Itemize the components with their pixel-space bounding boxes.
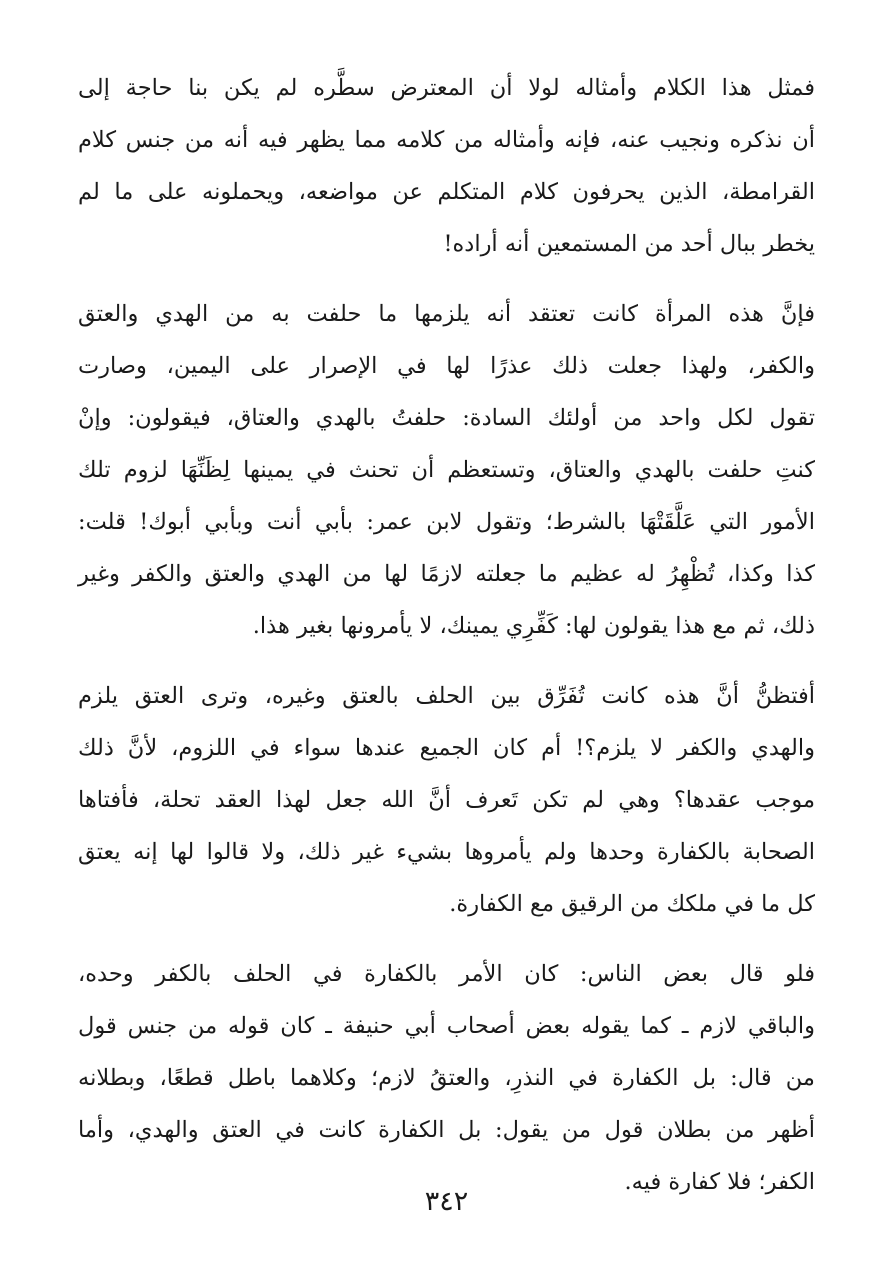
text-line: موجب عقدها؟ وهي لم تكن تَعرف أنَّ الله جعل لهذا العقد تحلة، فأفتاها xyxy=(78,787,815,813)
text-line: الصحابة بالكفارة وحدها ولم يأمروها بشيء غير ذلك، ولا قالوا لها إنه يعتق xyxy=(78,839,815,865)
paragraph-2 xyxy=(78,288,815,652)
text-line: الأمور التي عَلَّقَتْهَا بالشرط؛ وتقول لابن عمر: بأبي أنت وبأبي أبوك! قلت: xyxy=(78,509,815,535)
text-line: كذا وكذا، تُظْهِرُ له عظيم ما جعلته لازمًا لها من الهدي والعتق والكفر وغير xyxy=(78,561,815,587)
page-number: ٣٤٢ xyxy=(424,1186,469,1217)
text-line: أن نذكره ونجيب عنه، فإنه وأمثاله من كلامه مما يظهر فيه أنه من جنس كلام xyxy=(78,127,815,153)
paragraph-3 xyxy=(78,670,815,930)
text-line: القرامطة، الذين يحرفون كلام المتكلم عن مواضعه، ويحملونه على ما لم xyxy=(78,179,815,205)
text-line: والهدي والكفر لا يلزم؟! أم كان الجميع عندها سواء في اللزوم، لأنَّ ذلك xyxy=(78,735,815,761)
text-line: والباقي لازم ـ كما يقوله بعض أصحاب أبي حنيفة ـ كان قوله من جنس قول xyxy=(78,1013,815,1039)
text-line: فإنَّ هذه المرأة كانت تعتقد أنه يلزمها ما حلفت به من الهدي والعتق xyxy=(78,301,815,327)
text-line: كل ما في ملكك من الرقيق مع الكفارة. xyxy=(449,891,815,917)
paragraph-1 xyxy=(78,62,815,270)
text-line: تقول لكل واحد من أولئك السادة: حلفتُ بالهدي والعتاق، فيقولون: وإنْ xyxy=(78,405,815,431)
text-line: ذلك، ثم مع هذا يقولون لها: كَفِّرِي يمينك، لا يأمرونها بغير هذا. xyxy=(252,613,815,639)
text-line: أظهر من بطلان قول من يقول: بل الكفارة كانت في العتق والهدي، وأما xyxy=(78,1117,815,1143)
text-line: يخطر ببال أحد من المستمعين أنه أراده! xyxy=(443,231,815,257)
text-line: والكفر، ولهذا جعلت ذلك عذرًا لها في الإصرار على اليمين، وصارت xyxy=(78,353,815,379)
text-line: الكفر؛ فلا كفارة فيه. xyxy=(624,1169,815,1195)
text-line: فمثل هذا الكلام وأمثاله لولا أن المعترض سطَّره لم يكن بنا حاجة إلى xyxy=(78,75,815,101)
page-body xyxy=(78,62,815,1226)
paragraph-4 xyxy=(78,948,815,1208)
text-line: كنتِ حلفت بالهدي والعتاق، وتستعظم أن تحنث في يمينها لِظَنِّهَا لزوم تلك xyxy=(78,457,815,483)
text-line: من قال: بل الكفارة في النذرِ، والعتقُ لازم؛ وكلاهما باطل قطعًا، وبطلانه xyxy=(78,1065,815,1091)
text-line: أفتظنُّ أنَّ هذه كانت تُفَرِّق بين الحلف بالعتق وغيره، وترى العتق يلزم xyxy=(78,683,815,709)
text-line: فلو قال بعض الناس: كان الأمر بالكفارة في الحلف بالكفر وحده، xyxy=(78,961,815,987)
